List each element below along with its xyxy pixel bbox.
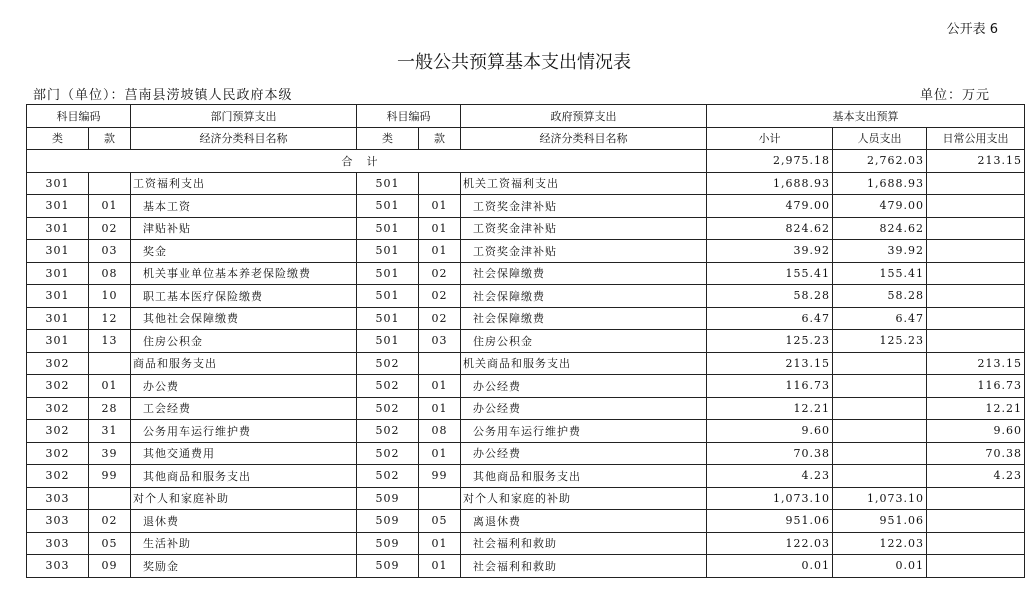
total-personnel: 2,762.03 [833,150,927,173]
cell-gov-econ-name: 社会福利和救助 [461,532,707,555]
cell-gov-lei: 502 [357,420,419,443]
cell-econ-name: 奖金 [131,240,357,263]
unit-label: 单位：万元 [919,88,990,103]
cell-kuan [89,172,131,195]
cell-kuan: 01 [89,375,131,398]
cell-personnel: 0.01 [833,555,927,578]
cell-personnel [833,420,927,443]
cell-gov-kuan: 02 [419,262,461,285]
cell-gov-lei: 502 [357,442,419,465]
cell-lei: 302 [27,352,89,375]
cell-gov-lei: 501 [357,240,419,263]
cell-subtotal: 9.60 [707,420,833,443]
cell-daily [927,487,1025,510]
cell-gov-kuan: 02 [419,307,461,330]
cell-daily: 4.23 [927,465,1025,488]
cell-lei: 302 [27,420,89,443]
cell-gov-lei: 502 [357,465,419,488]
table-row [27,217,1025,240]
cell-gov-kuan: 01 [419,195,461,218]
cell-daily [927,262,1025,285]
cell-gov-econ-name: 住房公积金 [461,330,707,353]
cell-subtotal: 824.62 [707,217,833,240]
econ-name-header: 经济分类科目名称 [131,127,357,150]
cell-kuan [89,487,131,510]
table-row [27,375,1025,398]
cell-daily: 70.38 [927,442,1025,465]
cell-econ-name: 工会经费 [131,397,357,420]
cell-gov-econ-name: 对个人和家庭的补助 [461,487,707,510]
cell-gov-kuan: 99 [419,465,461,488]
cell-gov-econ-name: 社会保障缴费 [461,262,707,285]
table-row [27,510,1025,533]
cell-gov-econ-name: 机关工资福利支出 [461,172,707,195]
cell-daily: 12.21 [927,397,1025,420]
cell-subtotal: 4.23 [707,465,833,488]
cell-lei: 301 [27,285,89,308]
header-row-1 [27,105,1025,128]
table-row [27,172,1025,195]
cell-kuan: 03 [89,240,131,263]
cell-daily [927,172,1025,195]
cell-gov-lei: 502 [357,397,419,420]
cell-gov-lei: 509 [357,532,419,555]
cell-gov-lei: 509 [357,510,419,533]
table-row [27,420,1025,443]
cell-subtotal: 6.47 [707,307,833,330]
cell-gov-lei: 501 [357,330,419,353]
total-label: 合计 [27,150,707,173]
cell-gov-lei: 501 [357,307,419,330]
cell-econ-name: 工资福利支出 [131,172,357,195]
cell-personnel [833,352,927,375]
cell-daily [927,217,1025,240]
cell-econ-name: 其他交通费用 [131,442,357,465]
cell-econ-name: 住房公积金 [131,330,357,353]
cell-gov-econ-name: 公务用车运行维护费 [461,420,707,443]
table-row [27,487,1025,510]
cell-gov-econ-name: 工资奖金津补贴 [461,217,707,240]
cell-econ-name: 公务用车运行维护费 [131,420,357,443]
cell-personnel: 1,688.93 [833,172,927,195]
gov-kuan-header: 款 [419,127,461,150]
budget-table [26,104,1025,578]
table-row [27,285,1025,308]
daily-header: 日常公用支出 [927,127,1025,150]
cell-gov-econ-name: 办公经费 [461,442,707,465]
cell-lei: 302 [27,465,89,488]
cell-gov-econ-name: 其他商品和服务支出 [461,465,707,488]
cell-gov-econ-name: 工资奖金津补贴 [461,195,707,218]
cell-econ-name: 其他社会保障缴费 [131,307,357,330]
subtotal-header: 小计 [707,127,833,150]
cell-kuan: 02 [89,510,131,533]
cell-kuan: 01 [89,195,131,218]
total-daily: 213.15 [927,150,1025,173]
cell-kuan: 13 [89,330,131,353]
cell-econ-name: 办公费 [131,375,357,398]
total-row [27,150,1025,173]
page-title: 一般公共预算基本支出情况表 [397,52,631,73]
cell-subtotal: 1,688.93 [707,172,833,195]
cell-gov-lei: 501 [357,285,419,308]
cell-personnel: 125.23 [833,330,927,353]
cell-subtotal: 213.15 [707,352,833,375]
cell-subtotal: 0.01 [707,555,833,578]
cell-gov-lei: 501 [357,217,419,240]
cell-subtotal: 1,073.10 [707,487,833,510]
cell-daily: 213.15 [927,352,1025,375]
cell-econ-name: 机关事业单位基本养老保险缴费 [131,262,357,285]
cell-lei: 301 [27,195,89,218]
cell-lei: 303 [27,532,89,555]
cell-subtotal: 951.06 [707,510,833,533]
cell-gov-econ-name: 工资奖金津补贴 [461,240,707,263]
cell-gov-econ-name: 机关商品和服务支出 [461,352,707,375]
cell-lei: 302 [27,442,89,465]
cell-gov-kuan: 01 [419,532,461,555]
cell-gov-kuan: 01 [419,397,461,420]
cell-daily [927,307,1025,330]
cell-gov-lei: 501 [357,195,419,218]
table-row [27,442,1025,465]
cell-gov-kuan: 01 [419,240,461,263]
cell-kuan: 02 [89,217,131,240]
cell-personnel: 122.03 [833,532,927,555]
cell-subtotal: 58.28 [707,285,833,308]
cell-lei: 301 [27,240,89,263]
cell-subtotal: 39.92 [707,240,833,263]
dept-budget-group-header: 部门预算支出 [131,105,357,128]
cell-kuan: 28 [89,397,131,420]
cell-lei: 301 [27,307,89,330]
gov-code-group-header: 科目编码 [357,105,461,128]
cell-daily [927,285,1025,308]
cell-econ-name: 职工基本医疗保险缴费 [131,285,357,308]
cell-personnel: 6.47 [833,307,927,330]
cell-gov-kuan: 01 [419,375,461,398]
table-row [27,555,1025,578]
cell-lei: 302 [27,397,89,420]
cell-subtotal: 479.00 [707,195,833,218]
cell-lei: 301 [27,217,89,240]
table-row [27,195,1025,218]
cell-kuan: 05 [89,532,131,555]
cell-gov-econ-name: 办公经费 [461,397,707,420]
cell-daily: 116.73 [927,375,1025,398]
cell-econ-name: 退休费 [131,510,357,533]
cell-subtotal: 125.23 [707,330,833,353]
cell-kuan: 09 [89,555,131,578]
cell-kuan: 99 [89,465,131,488]
table-number: 公开表 6 [946,22,998,37]
cell-lei: 303 [27,487,89,510]
table-row [27,330,1025,353]
cell-personnel [833,397,927,420]
cell-kuan: 10 [89,285,131,308]
cell-personnel: 824.62 [833,217,927,240]
cell-lei: 301 [27,172,89,195]
table-row [27,352,1025,375]
cell-personnel [833,442,927,465]
cell-econ-name: 奖励金 [131,555,357,578]
dept-code-group-header: 科目编码 [27,105,131,128]
cell-gov-kuan [419,172,461,195]
cell-gov-kuan: 01 [419,217,461,240]
cell-gov-econ-name: 社会保障缴费 [461,285,707,308]
table-row [27,307,1025,330]
cell-econ-name: 其他商品和服务支出 [131,465,357,488]
gov-lei-header: 类 [357,127,419,150]
cell-gov-lei: 502 [357,352,419,375]
cell-subtotal: 122.03 [707,532,833,555]
gov-econ-name-header: 经济分类科目名称 [461,127,707,150]
cell-gov-lei: 501 [357,172,419,195]
cell-lei: 303 [27,555,89,578]
cell-gov-econ-name: 离退休费 [461,510,707,533]
cell-gov-kuan [419,352,461,375]
cell-daily [927,532,1025,555]
cell-personnel [833,465,927,488]
cell-personnel: 58.28 [833,285,927,308]
cell-lei: 303 [27,510,89,533]
cell-kuan: 31 [89,420,131,443]
cell-lei: 301 [27,262,89,285]
cell-gov-lei: 501 [357,262,419,285]
cell-gov-lei: 509 [357,555,419,578]
cell-daily [927,510,1025,533]
cell-subtotal: 70.38 [707,442,833,465]
table-row [27,240,1025,263]
cell-gov-kuan: 03 [419,330,461,353]
cell-lei: 302 [27,375,89,398]
cell-personnel [833,375,927,398]
cell-daily [927,555,1025,578]
cell-personnel: 951.06 [833,510,927,533]
table-row [27,465,1025,488]
cell-gov-kuan [419,487,461,510]
cell-gov-kuan: 02 [419,285,461,308]
basic-budget-group-header: 基本支出预算 [707,105,1025,128]
gov-budget-group-header: 政府预算支出 [461,105,707,128]
cell-gov-econ-name: 社会福利和救助 [461,555,707,578]
table-row [27,262,1025,285]
cell-gov-econ-name: 社会保障缴费 [461,307,707,330]
cell-daily [927,195,1025,218]
table-row [27,397,1025,420]
cell-kuan: 39 [89,442,131,465]
cell-gov-lei: 509 [357,487,419,510]
department-label: 部门（单位）：莒南县涝坡镇人民政府本级 [33,88,293,103]
cell-kuan: 12 [89,307,131,330]
lei-header: 类 [27,127,89,150]
cell-econ-name: 津贴补贴 [131,217,357,240]
cell-gov-econ-name: 办公经费 [461,375,707,398]
cell-personnel: 1,073.10 [833,487,927,510]
kuan-header: 款 [89,127,131,150]
cell-kuan [89,352,131,375]
cell-econ-name: 基本工资 [131,195,357,218]
cell-personnel: 155.41 [833,262,927,285]
cell-subtotal: 12.21 [707,397,833,420]
cell-daily [927,330,1025,353]
total-subtotal: 2,975.18 [707,150,833,173]
cell-gov-lei: 502 [357,375,419,398]
cell-personnel: 39.92 [833,240,927,263]
cell-daily [927,240,1025,263]
cell-subtotal: 155.41 [707,262,833,285]
cell-lei: 301 [27,330,89,353]
cell-subtotal: 116.73 [707,375,833,398]
cell-gov-kuan: 01 [419,555,461,578]
cell-daily: 9.60 [927,420,1025,443]
table-row [27,532,1025,555]
cell-econ-name: 商品和服务支出 [131,352,357,375]
header-row-2 [27,127,1025,150]
cell-econ-name: 对个人和家庭补助 [131,487,357,510]
cell-personnel: 479.00 [833,195,927,218]
personnel-header: 人员支出 [833,127,927,150]
cell-gov-kuan: 01 [419,442,461,465]
cell-kuan: 08 [89,262,131,285]
cell-gov-kuan: 05 [419,510,461,533]
cell-econ-name: 生活补助 [131,532,357,555]
cell-gov-kuan: 08 [419,420,461,443]
